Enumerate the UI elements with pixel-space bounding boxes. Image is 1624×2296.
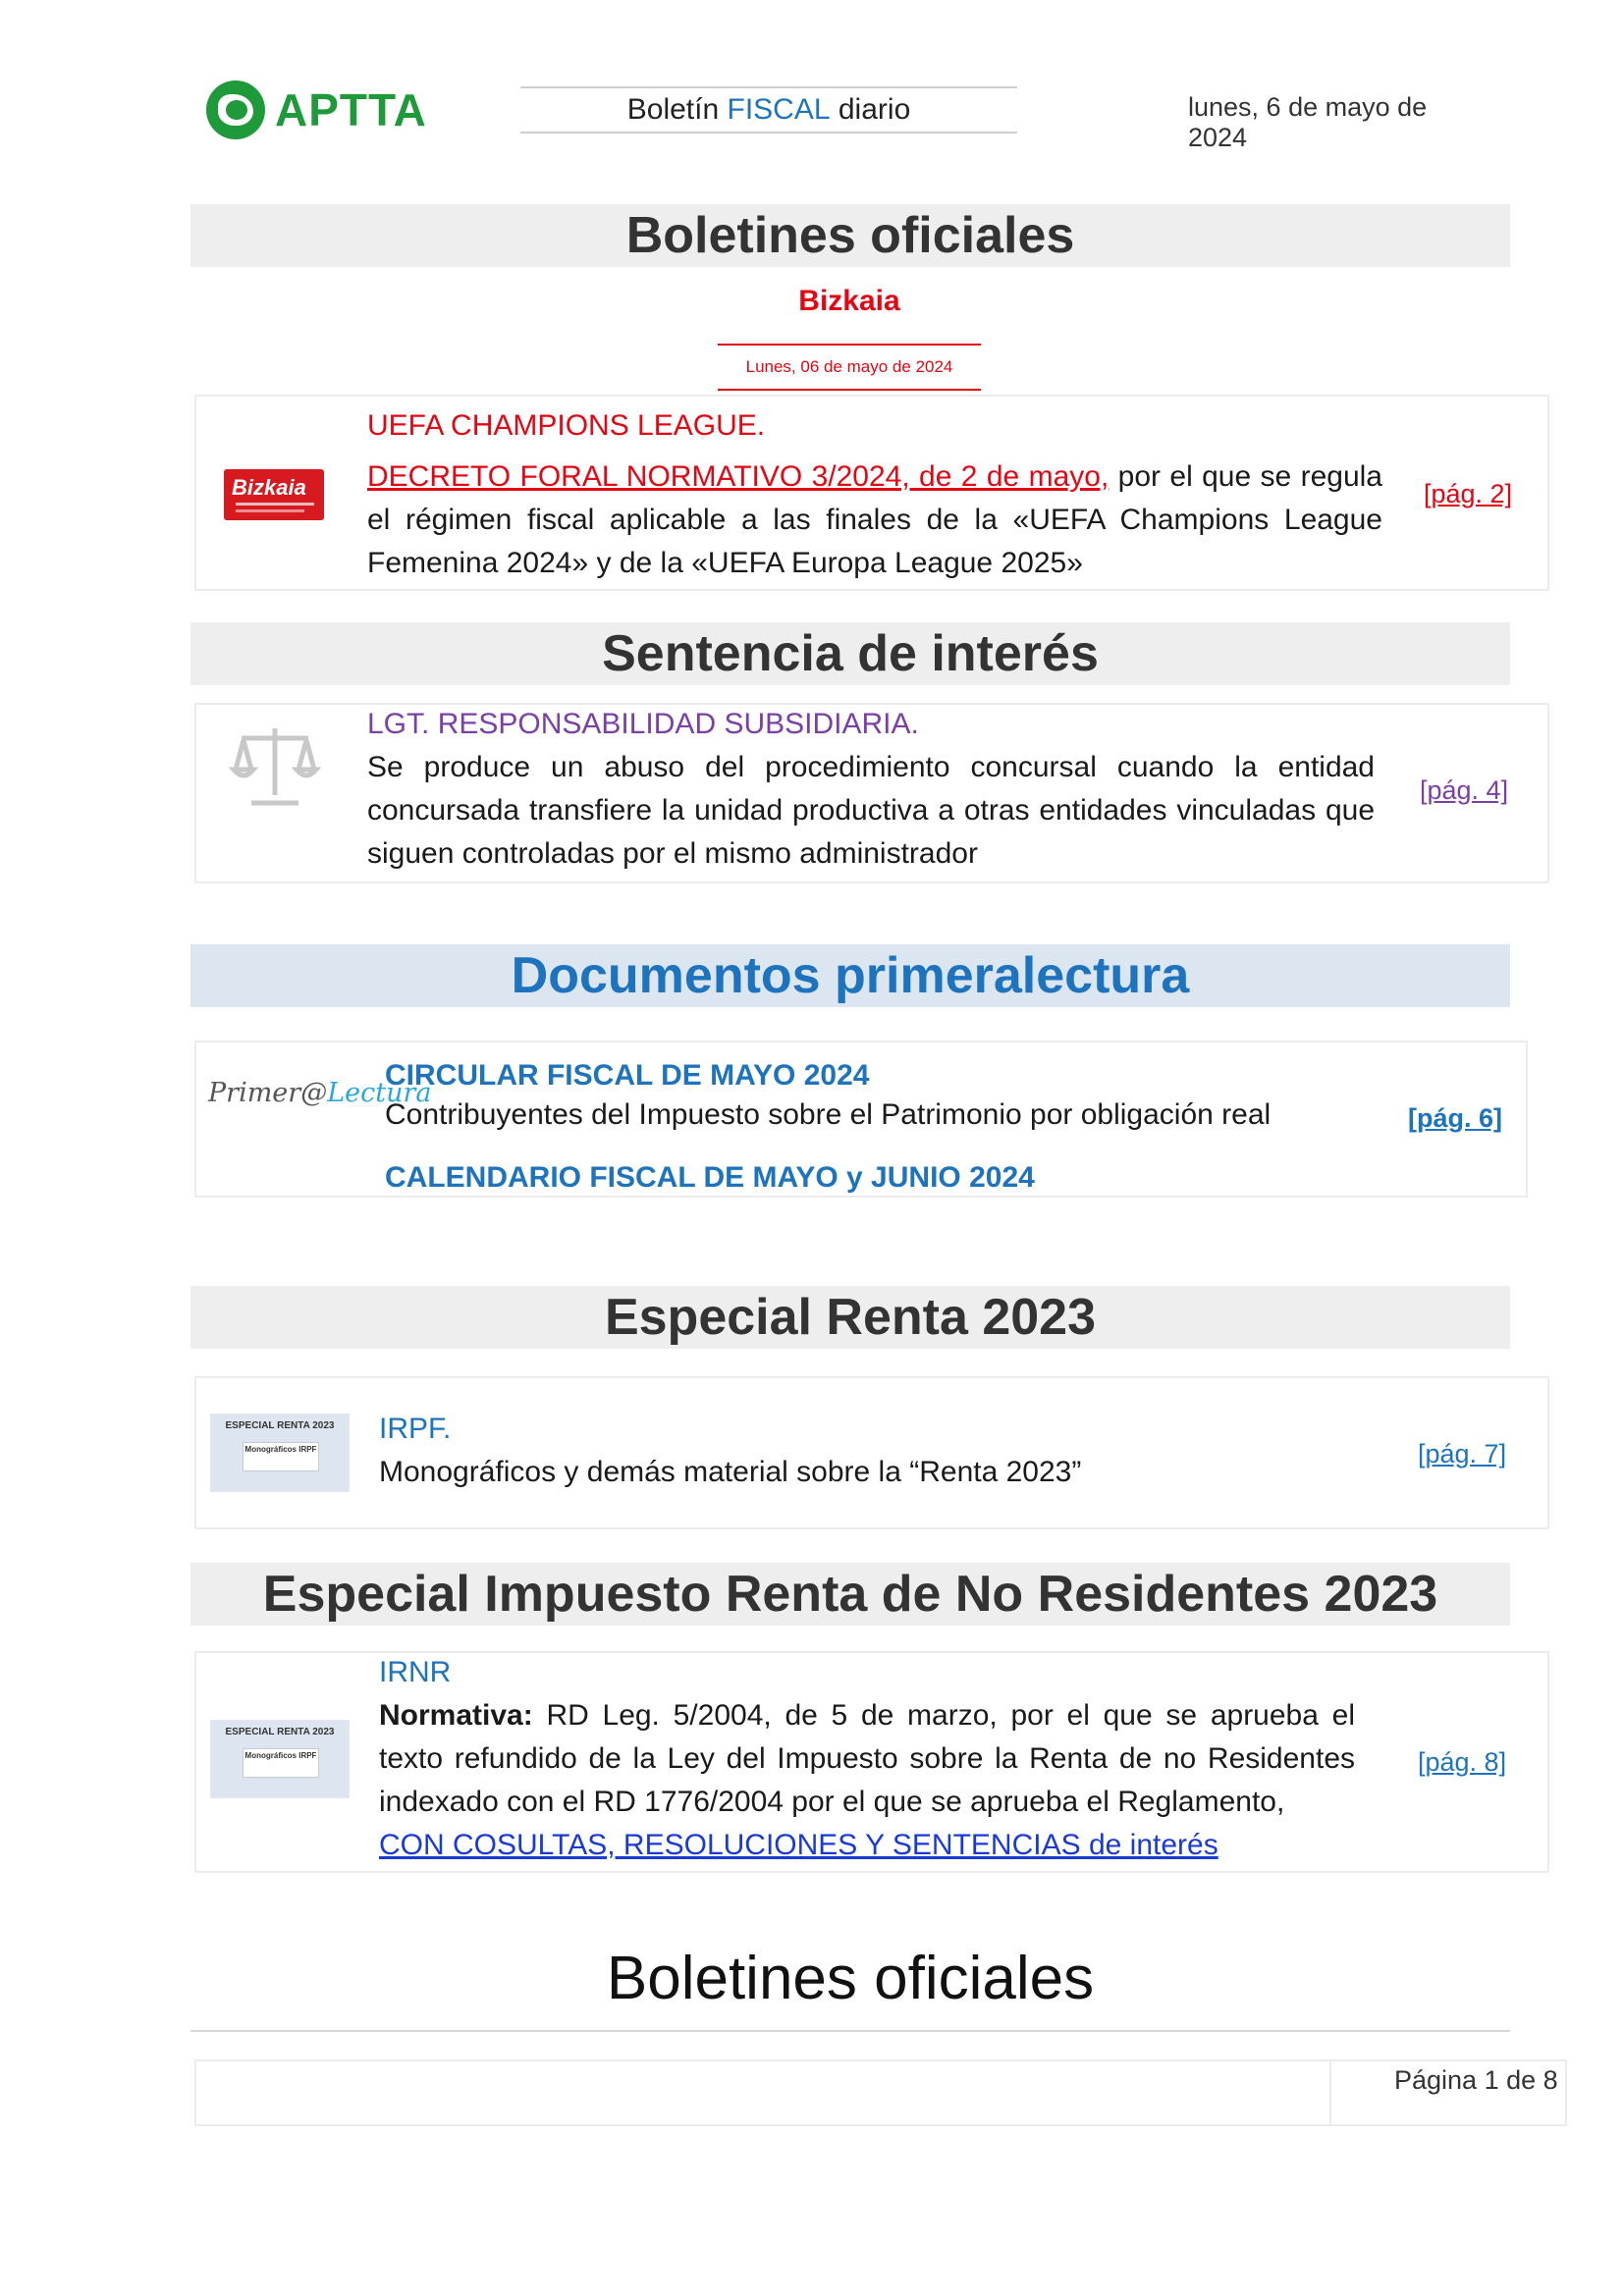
section-sentencia: Sentencia de interés <box>190 622 1510 685</box>
page-ref-link[interactable]: [pág. 6] <box>1408 1103 1503 1133</box>
logo-text: APTTA <box>275 84 427 135</box>
header-date: lunes, 6 de mayo de 2024 <box>1188 92 1428 152</box>
calendario-heading: CALENDARIO FISCAL DE MAYO y JUNIO 2024 <box>385 1161 1035 1194</box>
normativa-text: RD Leg. 5/2004, de 5 de marzo, por el que se aprueba el texto refundido de la Ley del Impuesto sobre la Renta de no Residentes indexado con el RD 1776/2004 por el que se aprueba el Reglamento, <box>379 1699 1355 1818</box>
section-especial-irnr: Especial Impuesto Renta de No Residentes 2023 <box>190 1563 1510 1626</box>
footer-divider <box>1329 2059 1331 2124</box>
page-ref-link[interactable]: [pág. 8] <box>1418 1747 1507 1777</box>
bizkaia-logo <box>224 469 324 520</box>
logo-part-b: Lectura <box>327 1078 432 1108</box>
region-label: Bizkaia <box>798 285 900 317</box>
bulletin-prefix: Boletín <box>626 93 720 126</box>
page-ref-link[interactable]: [pág. 4] <box>1420 775 1509 805</box>
circular-text: Contribuyentes del Impuesto sobre el Patrimonio por obligación real <box>385 1098 1272 1131</box>
item-heading: LGT. RESPONSABILIDAD SUBSIDIARIA. <box>367 708 919 740</box>
irnr-text <box>379 1694 1355 1824</box>
normativa-label: Normativa: <box>379 1699 533 1732</box>
renta-thumbnail <box>210 1414 350 1492</box>
section-documentos: Documentos primeralectura <box>190 944 1510 1007</box>
item-text: Se produce un abuso del procedimiento concursal cuando la entidad concursada transfiere la unidad productiva a otras entidades vinculadas que siguen controladas por el mismo administrador <box>367 751 1375 870</box>
consultas-link[interactable]: CON COSULTAS, RESOLUCIONES Y SENTENCIAS de interés <box>379 1829 1218 1861</box>
aptta-emblem-icon <box>206 80 265 139</box>
thumb-label: Monográficos IRPF <box>243 1748 319 1778</box>
item-heading: UEFA CHAMPIONS LEAGUE. <box>367 409 766 442</box>
section-boletines-oficiales: Boletines oficiales <box>190 204 1510 267</box>
divider <box>190 2030 1510 2032</box>
section-especial-renta: Especial Renta 2023 <box>190 1286 1510 1349</box>
primeralectura-logo <box>208 1078 432 1115</box>
item-text <box>367 455 1382 585</box>
page-ref-link[interactable]: [pág. 2] <box>1424 479 1513 508</box>
bulletin-suffix: diario <box>838 93 911 126</box>
boletines-oficiales-heading: Boletines oficiales <box>606 1945 1095 2012</box>
thumb-label: Monográficos IRPF <box>243 1442 319 1471</box>
irnr-thumbnail <box>210 1720 350 1798</box>
page-ref-link[interactable]: [pág. 7] <box>1418 1439 1507 1468</box>
irnr-heading: IRNR <box>379 1656 452 1688</box>
bulletin-title <box>520 86 1017 133</box>
page-number: Página 1 de 8 <box>1394 2065 1558 2095</box>
logo-part-a: Primer@ <box>208 1078 328 1108</box>
decreto-link[interactable]: DECRETO FORAL NORMATIVO 3/2024, de 2 de mayo, <box>367 460 1110 493</box>
circular-heading: CIRCULAR FISCAL DE MAYO 2024 <box>385 1059 870 1092</box>
aptta-logo <box>206 79 471 141</box>
bulletin-highlight: FISCAL <box>727 93 831 126</box>
irpf-text: Monográficos y demás material sobre la “Renta 2023” <box>379 1456 1082 1488</box>
bizkaia-logo-text: Bizkaia <box>232 475 306 500</box>
irpf-heading: IRPF. <box>379 1413 452 1445</box>
decreto-description: por el que se regula el régimen fiscal aplicable a las finales de la «UEFA Champions League Femenina 2024» y de la «UEFA Europa League 2025» <box>367 460 1382 579</box>
region-date: Lunes, 06 de mayo de 2024 <box>718 344 981 391</box>
footer <box>194 2059 1567 2126</box>
thumb-title: ESPECIAL RENTA 2023 <box>225 1420 335 1431</box>
scales-of-justice-icon <box>228 717 322 811</box>
thumb-title: ESPECIAL RENTA 2023 <box>225 1727 335 1737</box>
